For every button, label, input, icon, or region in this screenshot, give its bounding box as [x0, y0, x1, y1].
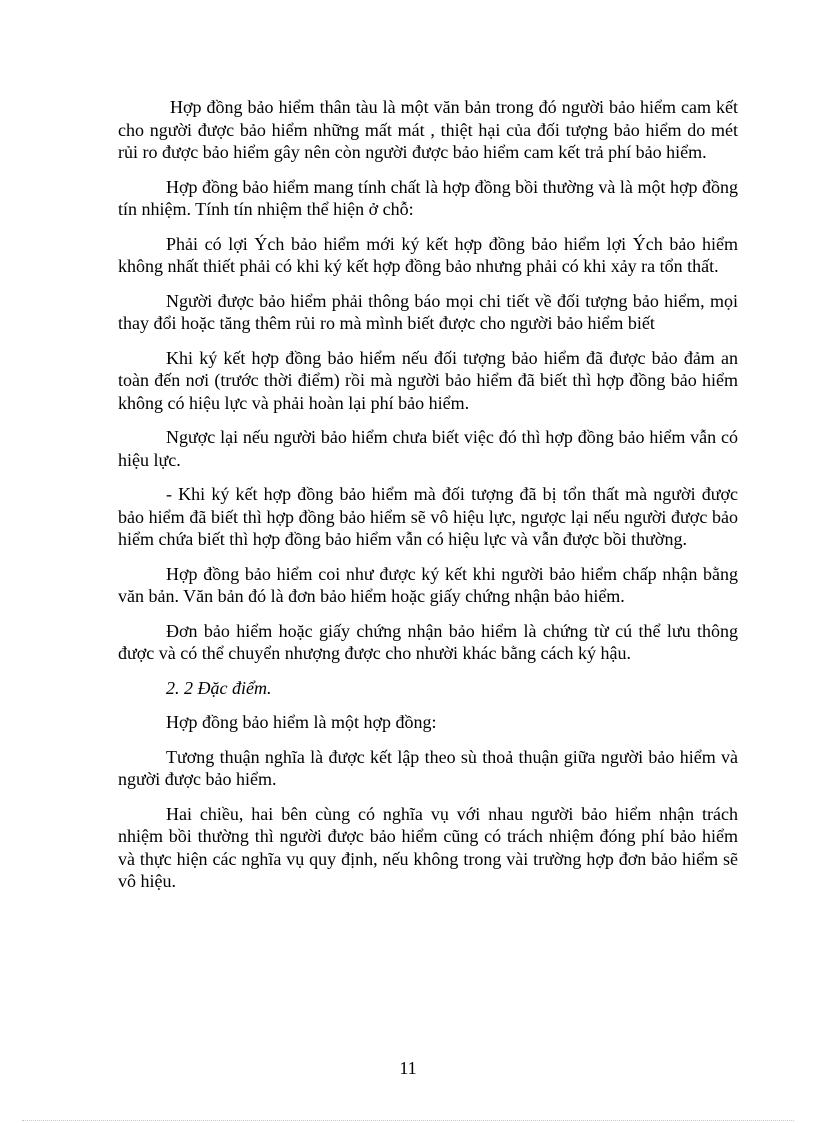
- paragraph-definition: Hợp đồng bảo hiểm thân tàu là một văn bản trong đó người bảo hiểm cam kết cho người được bảo hiểm những mất mát , thiệt hại của đối tượng bảo hiểm do mét rủi ro được bảo hiểm gây nên còn người được bảo hiểm cam kết trả phí bảo hiểm.: [118, 97, 738, 162]
- page-number: 11: [399, 1058, 417, 1078]
- paragraph-insurable-interest: Phải có lợi Ých bảo hiểm mới ký kết hợp đồng bảo hiểm lợi Ých bảo hiểm không nhất thiết phải có khi ký kết hợp đồng bảo nhưng phải có khi xảy ra tổn thất.: [118, 233, 738, 276]
- paragraph-safe-arrival: Khi ký kết hợp đồng bảo hiểm nếu đối tượng bảo hiểm đã được bảo đảm an toàn đến nơi (trước thời điểm) rồi mà người bảo hiểm đã biết thì hợp đồng bảo hiểm không có hiệu lực và phải hoàn lại phí bảo hiểm.: [118, 347, 738, 413]
- section-heading: 2. 2 Đặc điểm.: [166, 677, 272, 698]
- paragraph-still-valid: Ngược lại nếu người bảo hiểm chưa biết việc đó thì hợp đồng bảo hiểm vẫn có hiệu lực.: [118, 427, 738, 470]
- paragraph-bilateral: Hai chiều, hai bên cùng có nghĩa vụ với nhau người bảo hiểm nhận trách nhiệm bồi thường thì người được bảo hiểm cũng có trách nhiệm đóng phí bảo hiểm và thực hiện các nghĩa vụ quy định, nếu không trong vài trường hợp đơn bảo hiểm sẽ vô hiệu.: [118, 803, 738, 891]
- paragraph-contract-type: Hợp đồng bảo hiểm là một hợp đồng:: [166, 712, 437, 732]
- document-body: [118, 96, 738, 905]
- paragraph-nature: Hợp đồng bảo hiểm mang tính chất là hợp đồng bồi thường và là một hợp đồng tín nhiệm. Tính tín nhiệm thể hiện ở chỗ:: [118, 176, 738, 219]
- paragraph-acceptance: Hợp đồng bảo hiểm coi như được ký kết khi người bảo hiểm chấp nhận bằng văn bản. Văn bản đó là đơn bảo hiểm hoặc giấy chứng nhận bảo hiểm.: [118, 563, 738, 606]
- page-divider: [22, 1120, 794, 1121]
- paragraph-disclosure: Người được bảo hiểm phải thông báo mọi chi tiết về đối tượng bảo hiểm, mọi thay đổi hoặc tăng thêm rủi ro mà mình biết được cho người bảo hiểm biết: [118, 290, 738, 333]
- paragraph-mutual-agreement: Tương thuận nghĩa là được kết lập theo sù thoả thuận giữa người bảo hiểm và người được bảo hiểm.: [118, 746, 738, 789]
- paragraph-transfer: Đơn bảo hiểm hoặc giấy chứng nhận bảo hiểm là chứng từ cú thể lưu thông được và có thể chuyển nhượng được cho nhười khác bằng cách ký hậu.: [118, 620, 738, 663]
- paragraph-prior-loss: - Khi ký kết hợp đồng bảo hiểm mà đối tượng đã bị tổn thất mà người được bảo hiểm đã biết thì hợp đồng bảo hiểm sẽ vô hiệu lực, ngược lại nếu người được bảo hiểm chứa biết thì hợp đồng bảo hiểm vẫn có hiệu lực và vẫn được bồi thường.: [118, 484, 738, 549]
